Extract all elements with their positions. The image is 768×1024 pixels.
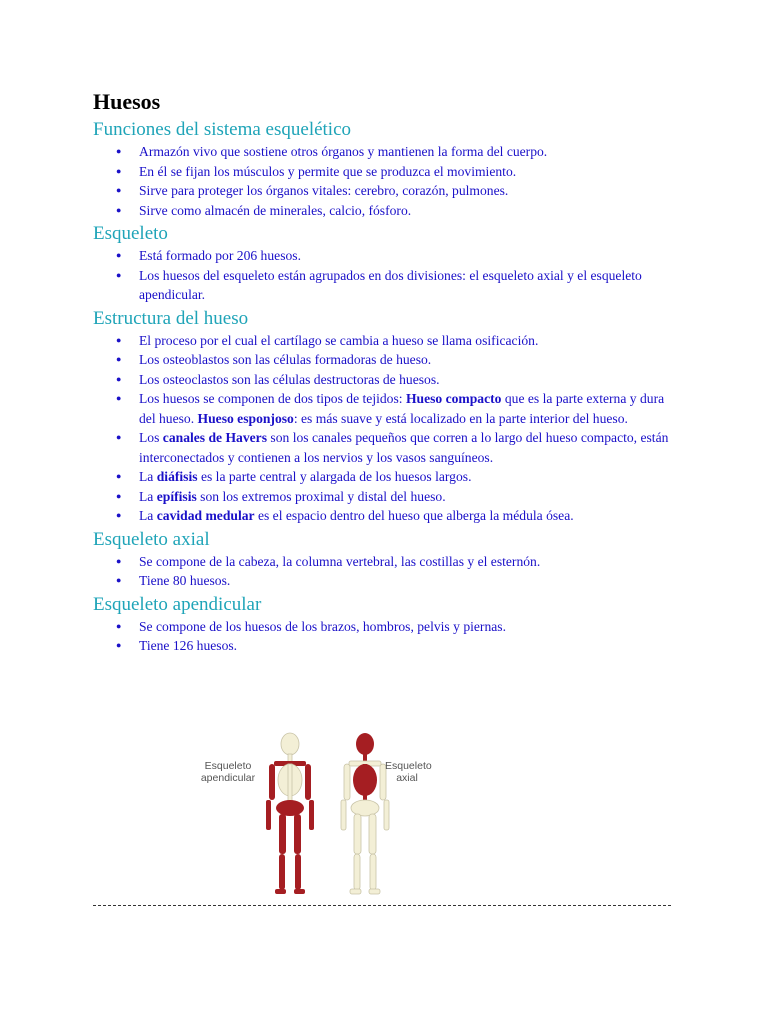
list-item: [139, 506, 683, 526]
pelvis-left: [276, 800, 304, 816]
text-run: Los huesos se componen de dos tipos de tejidos:: [139, 391, 406, 406]
label-axial: Esqueleto axial: [385, 760, 432, 784]
text-run: La: [139, 469, 157, 484]
section-heading: Esqueleto: [93, 223, 168, 244]
list-item: ● Los huesos del esqueleto están agrupados en dos divisiones: el esqueleto axial y el esqueleto apendicular.: [139, 266, 683, 305]
neck-left: [288, 754, 292, 762]
pelvis-right: [351, 800, 379, 816]
document-page: [93, 88, 683, 656]
right-femur-l: [294, 814, 301, 854]
left-femur-r: [354, 814, 361, 854]
right-femur-r: [369, 814, 376, 854]
list-item: ● Armazón vivo que sostiene otros órganos y mantienen la forma del cuerpo.: [139, 142, 683, 162]
list-item: ● Tiene 126 huesos.: [139, 636, 683, 656]
text-run: son los extremos proximal y distal del hueso.: [196, 488, 446, 504]
right-foot-r: [369, 889, 380, 894]
list-item: [139, 428, 683, 467]
bullet-list: [93, 331, 683, 526]
left-tibia-l: [279, 854, 285, 890]
right-arm-lower-r: [384, 800, 389, 830]
list-item: ● Sirve como almacén de minerales, calcio, fósforo.: [139, 201, 683, 221]
list-item: ● Sirve para proteger los órganos vitales: cerebro, corazón, pulmones.: [139, 181, 683, 201]
list-item: ● Los osteoblastos son las células formadoras de hueso.: [139, 350, 683, 370]
list-item: ● Está formado por 206 huesos.: [139, 246, 683, 266]
sections-container: [93, 118, 683, 656]
skeleton-figure: [193, 728, 451, 900]
list-item: [139, 467, 683, 487]
skeleton-axial: [341, 733, 389, 894]
dashed-divider: [93, 905, 671, 906]
right-foot-l: [294, 889, 305, 894]
text-run: La: [139, 508, 157, 523]
left-femur-l: [279, 814, 286, 854]
skull-right: [356, 733, 374, 755]
spine-left: [288, 764, 292, 806]
left-arm-upper-r: [344, 764, 350, 800]
list-item: ● Tiene 80 huesos.: [139, 571, 683, 591]
list-item: ● Se compone de la cabeza, la columna vertebral, las costillas y el esternón.: [139, 552, 683, 572]
right-tibia-r: [370, 854, 376, 890]
text-run: que es la parte externa y dura del hueso.: [139, 391, 665, 426]
left-foot-r: [350, 889, 361, 894]
skeleton-illustration: [193, 728, 451, 900]
text-run: : es más suave y está localizado en la parte interior del hueso.: [293, 410, 628, 426]
bold-term: Hueso compacto: [405, 391, 502, 406]
section-heading: Funciones del sistema esquelético: [93, 119, 352, 140]
left-arm-lower-r: [341, 800, 346, 830]
bold-term: epífisis: [156, 488, 197, 504]
text-run: es el espacio dentro del hueso que alberga la médula ósea.: [254, 508, 574, 523]
list-item: ● El proceso por el cual el cartílago se cambia a hueso se llama osificación.: [139, 331, 683, 351]
list-item: ● Se compone de los huesos de los brazos, hombros, pelvis y piernas.: [139, 617, 683, 637]
left-tibia-r: [354, 854, 360, 890]
left-arm-lower-l: [266, 800, 271, 830]
section-heading: Esqueleto apendicular: [93, 593, 262, 615]
left-foot-l: [275, 889, 286, 894]
bullet-list: [93, 552, 683, 591]
label-apendicular: Esqueleto apendicular: [200, 760, 256, 784]
right-arm-lower-l: [309, 800, 314, 830]
section-heading: Estructura del hueso: [93, 307, 249, 329]
section-heading: Esqueleto axial: [93, 528, 210, 550]
bold-term: Hueso esponjoso: [197, 410, 294, 426]
text-run: La: [139, 488, 157, 504]
right-tibia-l: [295, 854, 301, 890]
skeleton-apendicular: [266, 733, 314, 894]
bullet-list: [93, 142, 683, 220]
text-run: son los canales pequeños que corren a lo largo del hueso compacto, están interconectados y contienen a los nervios y los vasos sanguíneos.: [139, 430, 669, 465]
bold-term: diáfisis: [156, 469, 198, 484]
page-title: Huesos: [93, 89, 161, 114]
list-item: ● En él se fijan los músculos y permite que se produzca el movimiento.: [139, 162, 683, 182]
bold-term: cavidad medular: [156, 508, 255, 523]
text-run: Los: [139, 430, 163, 445]
list-item: [139, 487, 683, 507]
left-arm-upper-l: [269, 764, 275, 800]
right-arm-upper-l: [305, 764, 311, 800]
bullet-list: [93, 246, 683, 305]
text-run: es la parte central y alargada de los huesos largos.: [197, 469, 472, 484]
bullet-list: [93, 617, 683, 656]
skull-left: [281, 733, 299, 755]
list-item: ● Los osteoclastos son las células destructoras de huesos.: [139, 370, 683, 390]
bold-term: canales de Havers: [162, 430, 268, 445]
list-item: [139, 389, 683, 428]
